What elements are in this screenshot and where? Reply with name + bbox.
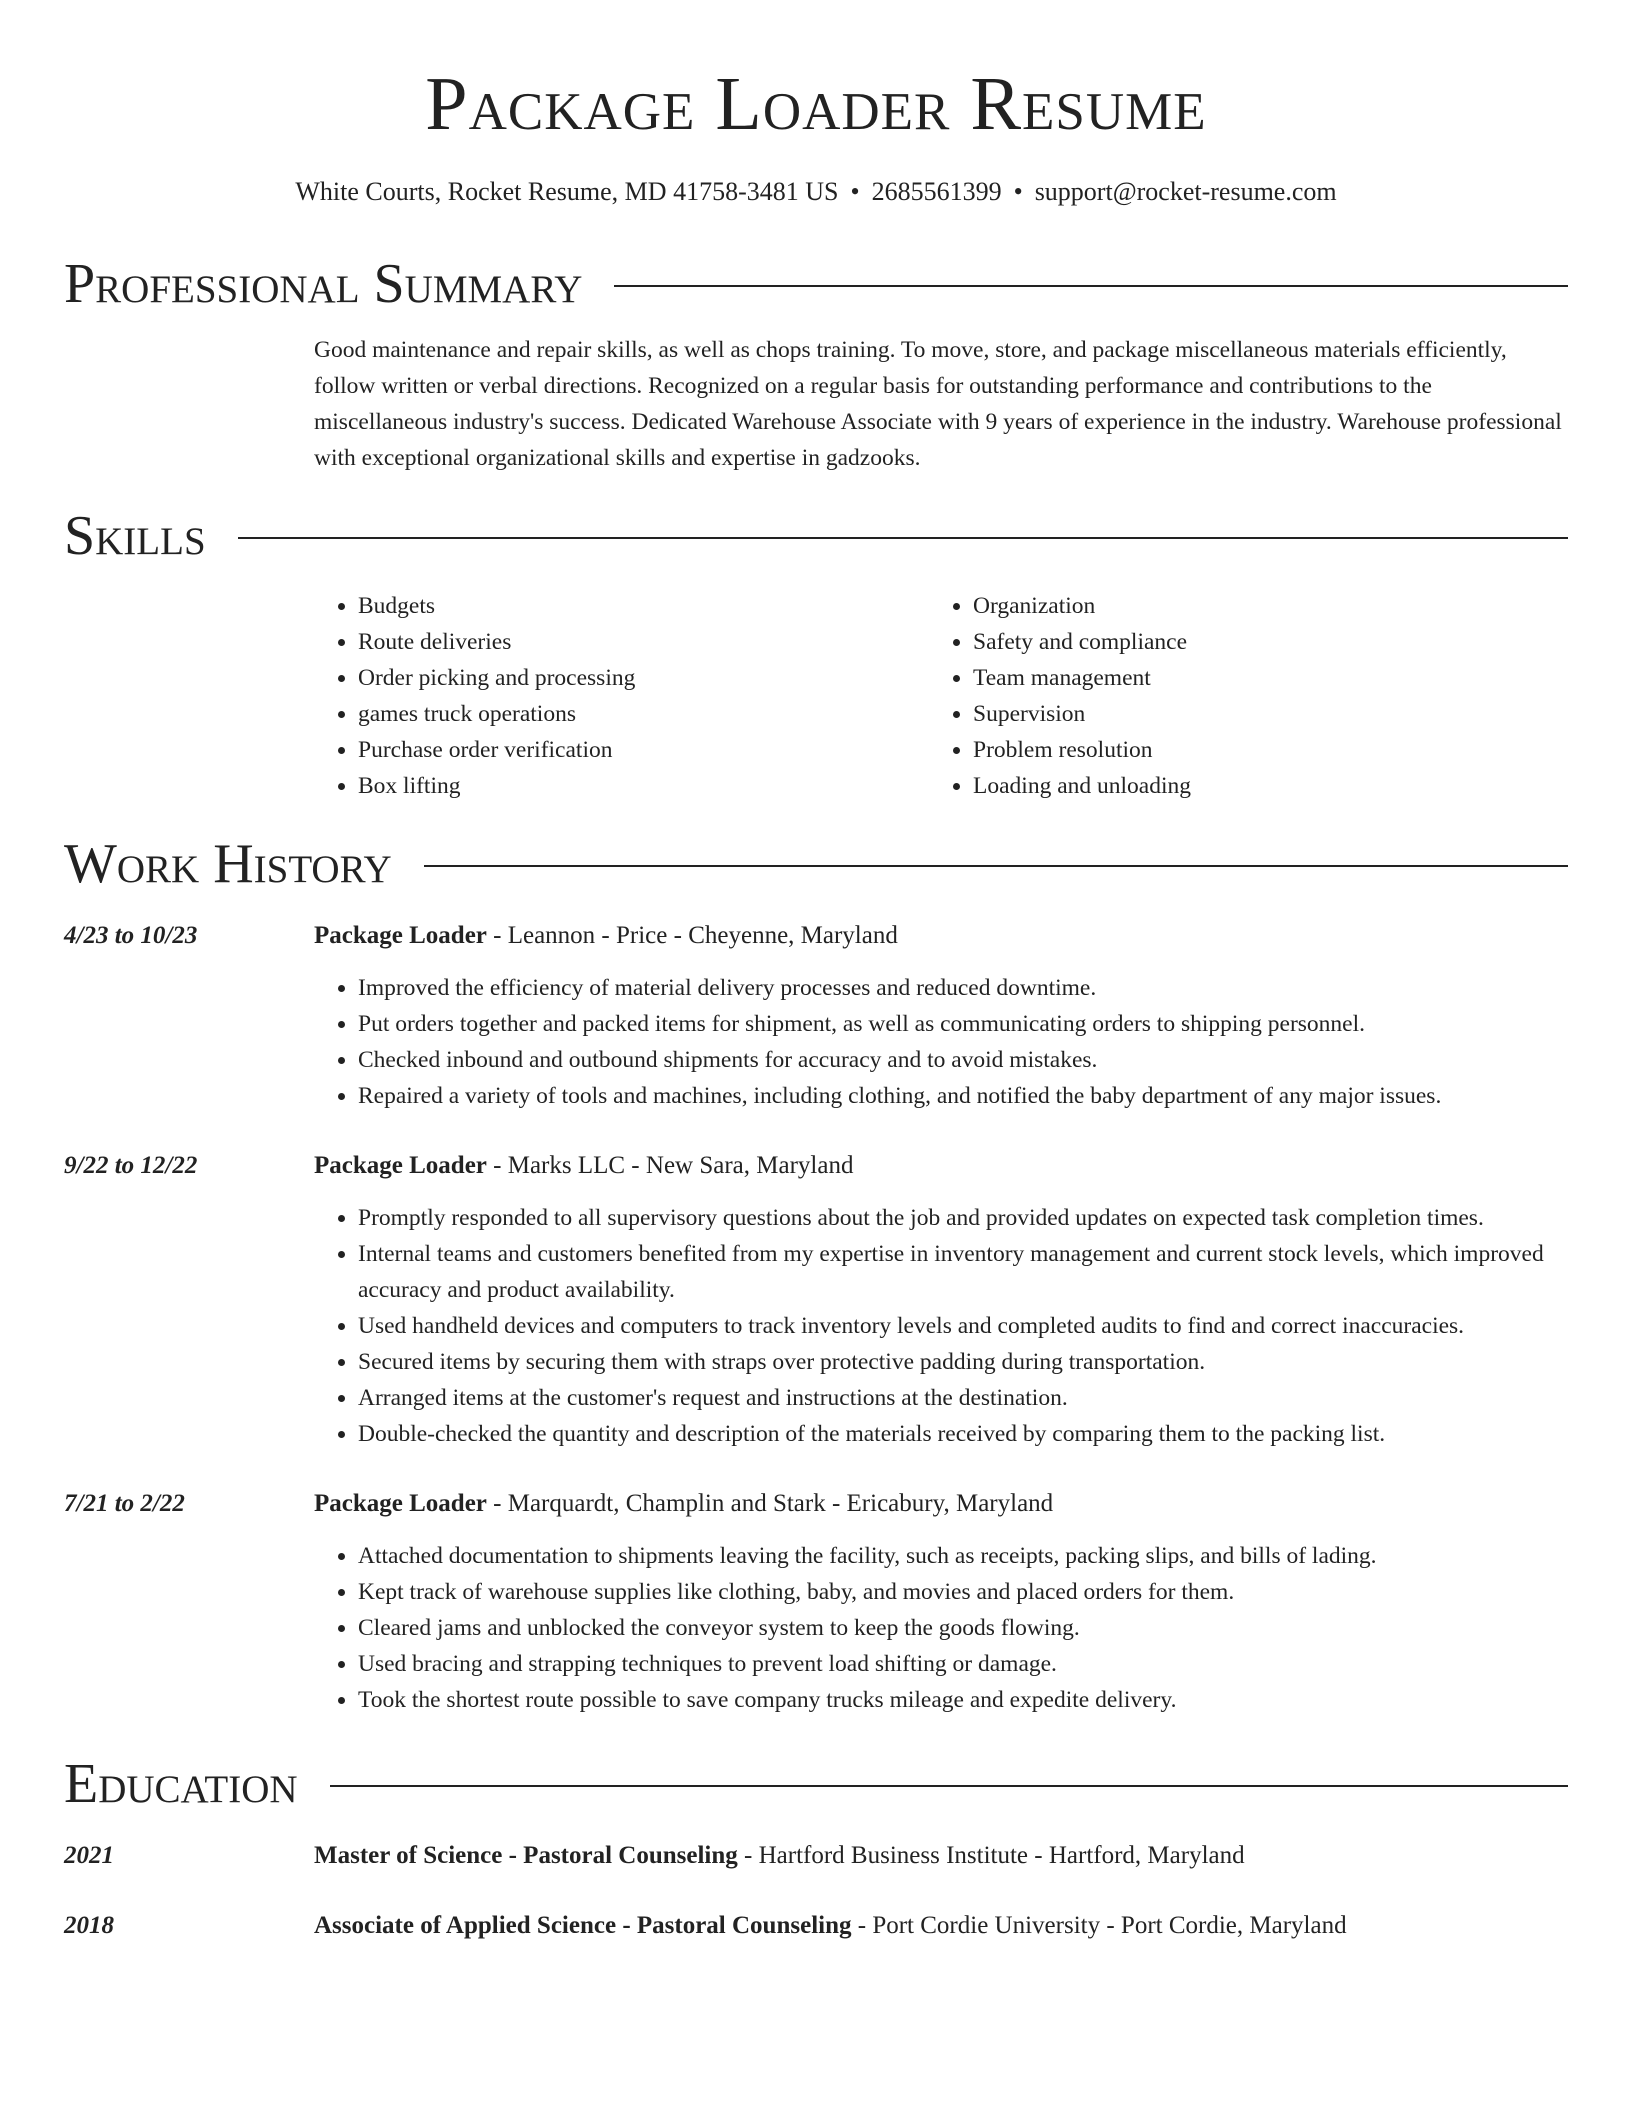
job-dates: 7/21 to 2/22 — [64, 1490, 185, 1517]
summary-text: Good maintenance and repair skills, as well as chops training. To move, store, and package miscellaneous materials efficiently, follow written or verbal directions. Recognized on a regular basis for outstanding performance and contributions to the miscellaneous industry's success. Dedicated Warehouse Associate with 9 years of experience in the industry. Warehouse professional with exceptional organizational skills and expertise in gadzooks. — [314, 337, 1562, 471]
job-title-line — [314, 1148, 853, 1184]
education-degree: Associate of Applied Science - Pastoral Counseling — [314, 1912, 852, 1939]
contact-line — [64, 176, 1568, 208]
separator-dot: • — [850, 177, 860, 206]
skill-item: • Problem resolution — [973, 732, 1544, 768]
skills-column-left — [314, 588, 929, 804]
job-dates: 4/23 to 10/23 — [64, 922, 198, 949]
job-entry — [64, 918, 1568, 1114]
job-details: - Leannon - Price - Cheyenne, Maryland — [486, 922, 898, 949]
job-bullet: • Double-checked the quantity and description of the materials received by comparing them to the packing list. — [358, 1416, 1568, 1452]
job-header — [64, 1148, 1568, 1184]
job-title: Package Loader — [314, 1490, 487, 1517]
job-bullets — [314, 970, 1568, 1114]
job-bullet: • Repaired a variety of tools and machines, including clothing, and notified the baby department of any major issues. — [358, 1078, 1568, 1114]
address: White Courts, Rocket Resume, MD 41758-3481 US — [295, 177, 839, 206]
skill-item: • Safety and compliance — [973, 624, 1544, 660]
job-title-line — [314, 918, 898, 954]
skill-item: • Loading and unloading — [973, 768, 1544, 804]
job-bullet: • Attached documentation to shipments leaving the facility, such as receipts, packing slips, and bills of lading. — [358, 1538, 1568, 1574]
job-bullet: • Arranged items at the customer's request and instructions at the destination. — [358, 1380, 1568, 1416]
job-bullet: • Kept track of warehouse supplies like clothing, baby, and movies and placed orders for them. — [358, 1574, 1568, 1610]
education-line — [314, 1838, 1245, 1874]
education-degree: Master of Science - Pastoral Counseling — [314, 1842, 738, 1869]
skill-item: • games truck operations — [358, 696, 929, 732]
summary-heading: Professional Summary — [64, 253, 583, 315]
education-line — [314, 1908, 1347, 1944]
education-year: 2018 — [64, 1912, 114, 1939]
education-details: - Port Cordie University - Port Cordie, Maryland — [851, 1912, 1347, 1939]
job-title: Package Loader — [314, 1152, 487, 1179]
summary-section-header — [64, 252, 1568, 316]
job-bullets — [314, 1200, 1568, 1452]
job-header — [64, 918, 1568, 954]
work-section-header — [64, 832, 1568, 896]
skills-heading: Skills — [64, 505, 206, 567]
skill-item: • Box lifting — [358, 768, 929, 804]
job-bullet: • Internal teams and customers benefited from my expertise in inventory management and current stock levels, which improved accuracy and product availability. — [358, 1236, 1568, 1308]
job-entry — [64, 1486, 1568, 1718]
skill-item: • Team management — [973, 660, 1544, 696]
section-divider — [614, 285, 1568, 287]
job-title-line — [314, 1486, 1053, 1522]
skills-column-right — [929, 588, 1544, 804]
job-bullet: • Cleared jams and unblocked the conveyor system to keep the goods flowing. — [358, 1610, 1568, 1646]
skill-item: • Order picking and processing — [358, 660, 929, 696]
job-bullets — [314, 1538, 1568, 1718]
skill-item: • Purchase order verification — [358, 732, 929, 768]
job-dates: 9/22 to 12/22 — [64, 1152, 198, 1179]
separator-dot: • — [1013, 177, 1023, 206]
phone: 2685561399 — [871, 177, 1002, 206]
job-bullet: • Secured items by securing them with straps over protective padding during transportation. — [358, 1344, 1568, 1380]
education-heading: Education — [64, 1753, 298, 1815]
skill-item: • Supervision — [973, 696, 1544, 732]
job-bullet: • Used bracing and strapping techniques to prevent load shifting or damage. — [358, 1646, 1568, 1682]
section-divider — [330, 1785, 1568, 1787]
skills-section-header — [64, 504, 1568, 568]
education-year: 2021 — [64, 1842, 114, 1869]
skill-item: • Budgets — [358, 588, 929, 624]
job-bullet: • Put orders together and packed items for shipment, as well as communicating orders to shipping personnel. — [358, 1006, 1568, 1042]
skill-item: • Route deliveries — [358, 624, 929, 660]
job-bullet: • Promptly responded to all supervisory questions about the job and provided updates on expected task completion times. — [358, 1200, 1568, 1236]
section-divider — [238, 537, 1568, 539]
job-bullet: • Improved the efficiency of material delivery processes and reduced downtime. — [358, 970, 1568, 1006]
skills-list — [314, 588, 1568, 804]
education-entry — [64, 1908, 1568, 1944]
section-divider — [424, 865, 1568, 867]
education-section-header — [64, 1752, 1568, 1816]
education-entry — [64, 1838, 1568, 1874]
job-details: - Marquardt, Champlin and Stark - Ericabury, Maryland — [486, 1490, 1054, 1517]
job-bullet: • Took the shortest route possible to save company trucks mileage and expedite delivery. — [358, 1682, 1568, 1718]
job-title: Package Loader — [314, 922, 487, 949]
education-details: - Hartford Business Institute - Hartford, Maryland — [737, 1842, 1245, 1869]
job-entry — [64, 1148, 1568, 1452]
job-bullet: • Checked inbound and outbound shipments for accuracy and to avoid mistakes. — [358, 1042, 1568, 1078]
resume-title: Package Loader Resume — [425, 62, 1207, 146]
email: support@rocket-resume.com — [1034, 177, 1337, 206]
job-bullet: • Used handheld devices and computers to track inventory levels and completed audits to find and correct inaccuracies. — [358, 1308, 1568, 1344]
skill-item: • Organization — [973, 588, 1544, 624]
job-header — [64, 1486, 1568, 1522]
job-details: - Marks LLC - New Sara, Maryland — [486, 1152, 854, 1179]
work-heading: Work History — [64, 833, 392, 895]
